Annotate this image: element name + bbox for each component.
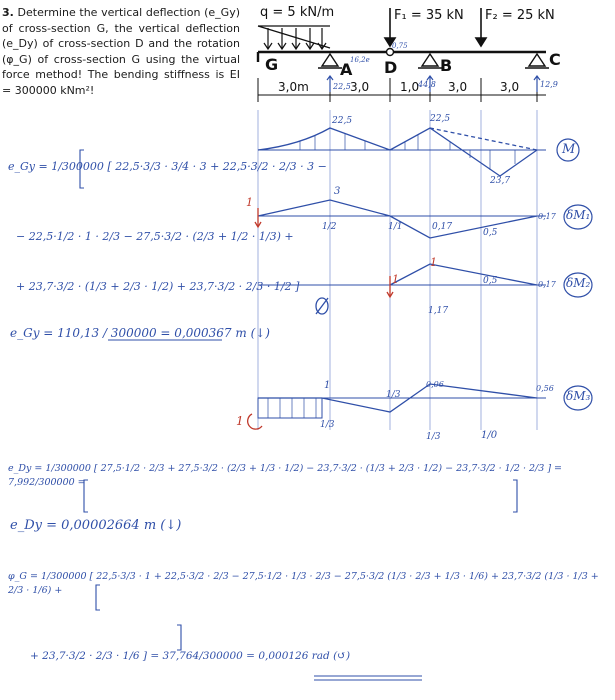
reaction-a: 22,5 — [333, 82, 351, 91]
calc-egy-line2: − 22,5·1/2 · 1 · 2/3 − 27,5·3/2 · (2/3 + 1/2 · 1/3) + — [16, 230, 294, 243]
dm1-v5: 0,17 — [432, 222, 453, 232]
span-1: 3,0m — [278, 80, 309, 94]
beam — [258, 52, 546, 62]
support-b — [418, 54, 442, 68]
calc-egy-line1: e_Gy = 1/300000 [ 22,5·3/3 · 3/4 · 3 + 22,5·3/2 · 2/3 · 3 − — [8, 160, 327, 173]
point-d: D — [384, 58, 398, 77]
m-value-3: 23,7 — [490, 176, 511, 186]
dm3-v7: 0,56 — [536, 384, 554, 393]
diagram-label-dm3: δM₃ — [566, 389, 591, 403]
label-q: q = 5 kN/m — [260, 5, 335, 20]
calc-egy-line3: + 23,7·3/2 · (1/3 + 2/3 · 1/2) + 23,7·3/2 · 2/3 · 1/2 ] — [16, 280, 300, 293]
dm3-v5: 1/0 — [481, 430, 498, 441]
m-value-1: 22,5 — [332, 116, 353, 126]
span-5: 3,0 — [500, 80, 520, 94]
distributed-load — [258, 26, 330, 49]
dm3-v1: 1 — [324, 380, 331, 391]
diagram-label-dm1: δM₁ — [566, 208, 591, 222]
calc-edy-result: e_Dy = 0,00002664 m (↓) — [10, 518, 182, 533]
dm3-v3: 1/3 — [320, 420, 335, 430]
point-g: G — [265, 55, 279, 74]
diagram-label-m: M — [562, 142, 576, 157]
dm2-v2: 1 — [430, 256, 437, 269]
dm3-v4: 1/3 — [426, 432, 441, 442]
dm1-v2: 3 — [334, 186, 341, 197]
dm2-v3: 1,17 — [428, 306, 449, 316]
point-b: B — [440, 56, 453, 75]
dm2-v5: 0,17 — [538, 280, 556, 289]
virtual-moment-1 — [255, 200, 546, 238]
dm1-v4: 1/1 — [388, 222, 403, 232]
point-a: A — [340, 60, 353, 79]
point-c: C — [549, 50, 561, 69]
support-c — [525, 54, 549, 68]
problem-number: 3. — [2, 6, 14, 19]
dm1-v1: 1 — [246, 196, 253, 209]
span-3: 1,0 — [400, 80, 420, 94]
dm2-v4: 0,5 — [483, 276, 498, 286]
span-4: 3,0 — [448, 80, 468, 94]
virtual-moment-2 — [258, 264, 546, 314]
dm1-v7: 0,17 — [538, 212, 556, 221]
dm2-v1: 1 — [392, 273, 399, 286]
diagram-label-dm2: δM₂ — [566, 276, 591, 290]
dm3-v6: 0,06 — [426, 380, 444, 389]
dm3-v2: 1 — [236, 414, 244, 428]
calc-phig-line2: + 23,7·3/2 · 2/3 · 1/6 ] = 37,764/300000 = 0,000126 rad (↺) — [30, 650, 351, 662]
reaction-d-small: 0,75 — [392, 42, 408, 50]
support-a — [318, 54, 342, 68]
problem-text: Determine the vertical deflection (e_Gy) of cross-section G, the vertical deflection (e_Dy) of cross-section D and the rotation (φ_G) of cross-section G using the virtual force method! The bending stiffness is EI = 300000 kNm²! — [2, 6, 240, 97]
span-2: 3,0 — [350, 80, 370, 94]
dm1-v6: 0,5 — [483, 228, 498, 238]
calc-egy-result: e_Gy = 110,13 / 300000 = 0,000367 m (↓) — [10, 326, 270, 340]
calc-phig-line1: φ_G = 1/300000 [ 22,5·3/3 · 1 + 22,5·3/2 · 2/3 − 27,5·1/2 · 1/3 · 2/3 − 27,5·3/2 (1/3 · 2/3 + 1/3 · 1/6) + 23,7·3/2 (1/3 · 1/3 + 2/3 · 1/6) + — [8, 571, 599, 596]
m-value-2: 22,5 — [430, 114, 451, 124]
label-f1: F₁ = 35 kN — [394, 8, 464, 23]
reaction-hinge: 16,2e — [350, 56, 370, 64]
calc-edy-line1: e_Dy = 1/300000 [ 27,5·1/2 · 2/3 + 27,5·3/2 · (2/3 + 1/3 · 1/2) − 23,7·3/2 · (1/3 + 2/3 · 1/2) − 23,7·3/2 · 1/2 · 2/3 ] = 7,992/300000 = — [8, 463, 563, 488]
dm3-v8: 1/3 — [386, 390, 401, 400]
reaction-c: 12,9 — [540, 80, 558, 89]
label-f2: F₂ = 25 kN — [485, 8, 555, 23]
reaction-b: 44,8 — [418, 80, 436, 89]
dm1-v3: 1/2 — [322, 222, 337, 232]
guide-lines — [258, 110, 537, 430]
